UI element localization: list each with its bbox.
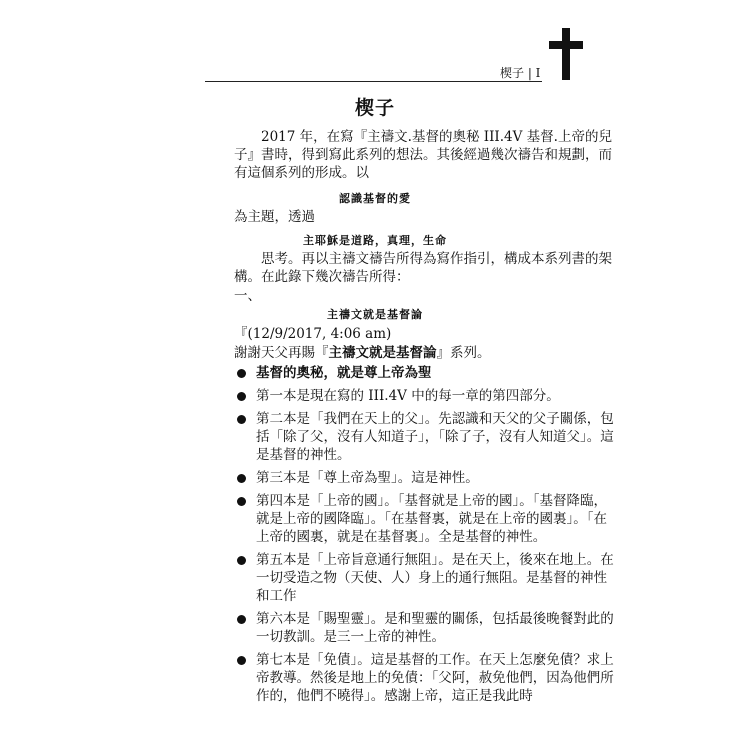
bullet-icon xyxy=(237,369,246,378)
lords-prayer-heading: 主禱文就是基督論 xyxy=(327,308,423,321)
prayer-date: 『(12/9/2017, 4:06 am) xyxy=(234,326,392,342)
cross-icon xyxy=(548,28,584,80)
thanks-suffix: 』系列。 xyxy=(436,345,491,361)
bullet-icon xyxy=(237,656,246,665)
list-item xyxy=(234,551,619,605)
list-item-text: 第二本是「我們在天上的父」。先認識和天父的父子關係，包括「除了父，沒有人知道子」，「除了子，沒有人知道父」。這是基督的神性。 xyxy=(256,411,614,463)
bullet-icon xyxy=(237,556,246,565)
list-item xyxy=(234,469,619,487)
bullet-icon xyxy=(237,474,246,483)
theme-heading: 認識基督的愛 xyxy=(339,192,411,205)
list-item xyxy=(234,410,619,464)
list-item-text: 第四本是「上帝的國」。「基督就是上帝的國」。「基督降臨，就是上帝的國降臨」。「在基督裏，就是在上帝的國裏」。「在上帝的國裏，就是在基督裏」。全是基督的神性。 xyxy=(256,493,607,545)
chapter-title: 楔子 xyxy=(354,97,395,119)
list-item-text: 第三本是「尊上帝為聖」。這是神性。 xyxy=(256,470,479,486)
thanks-prefix: 謝謝天父再賜『 xyxy=(234,345,329,361)
list-item xyxy=(234,610,619,646)
list-item-text: 基督的奧秘，就是尊上帝為聖 xyxy=(256,365,432,381)
bullet-icon xyxy=(237,415,246,424)
bullet-icon xyxy=(237,392,246,401)
section-number: 一、 xyxy=(234,288,261,304)
list-item xyxy=(234,387,619,405)
bullet-icon xyxy=(237,497,246,506)
thanks-line xyxy=(234,344,614,362)
list-item xyxy=(234,364,619,382)
intro-paragraph-2: 為主題，透過 xyxy=(234,209,315,225)
list-item-text: 第一本是現在寫的 III.4V 中的每一章的第四部分。 xyxy=(256,388,560,404)
running-head: 楔子 | I xyxy=(500,66,541,80)
way-truth-life-heading: 主耶穌是道路，真理，生命 xyxy=(303,234,447,247)
intro-paragraph-3: 思考。再以主禱文禱告所得為寫作指引，構成本系列書的架構。在此錄下幾次禱告所得： xyxy=(234,251,612,285)
list-item-text: 第六本是「賜聖靈」。是和聖靈的關係，包括最後晚餐對此的一切教訓。是三一上帝的神性。 xyxy=(256,611,614,645)
intro-paragraph-1: 2017 年，在寫『主禱文.基督的奧秘 III.4V 基督.上帝的兒子』書時，得到寫此系列的想法。其後經過幾次禱告和規劃，而有這個系列的形成。以 xyxy=(234,129,612,181)
book-list xyxy=(234,364,619,710)
header-rule xyxy=(205,81,542,82)
list-item xyxy=(234,651,619,705)
bullet-icon xyxy=(237,615,246,624)
list-item-text: 第五本是「上帝旨意通行無阻」。是在天上，後來在地上。在一切受造之物（天使、人）身上的通行無阻。是基督的神性和工作 xyxy=(256,552,614,604)
list-item xyxy=(234,492,619,546)
thanks-bold: 主禱文就是基督論 xyxy=(328,345,437,361)
list-item-text: 第七本是「免債」。這是基督的工作。在天上怎麼免債？求上帝教導。然後是地上的免債：「父阿，赦免他們，因為他們所作的，他們不曉得」。感謝上帝，這正是我此時 xyxy=(256,652,614,704)
